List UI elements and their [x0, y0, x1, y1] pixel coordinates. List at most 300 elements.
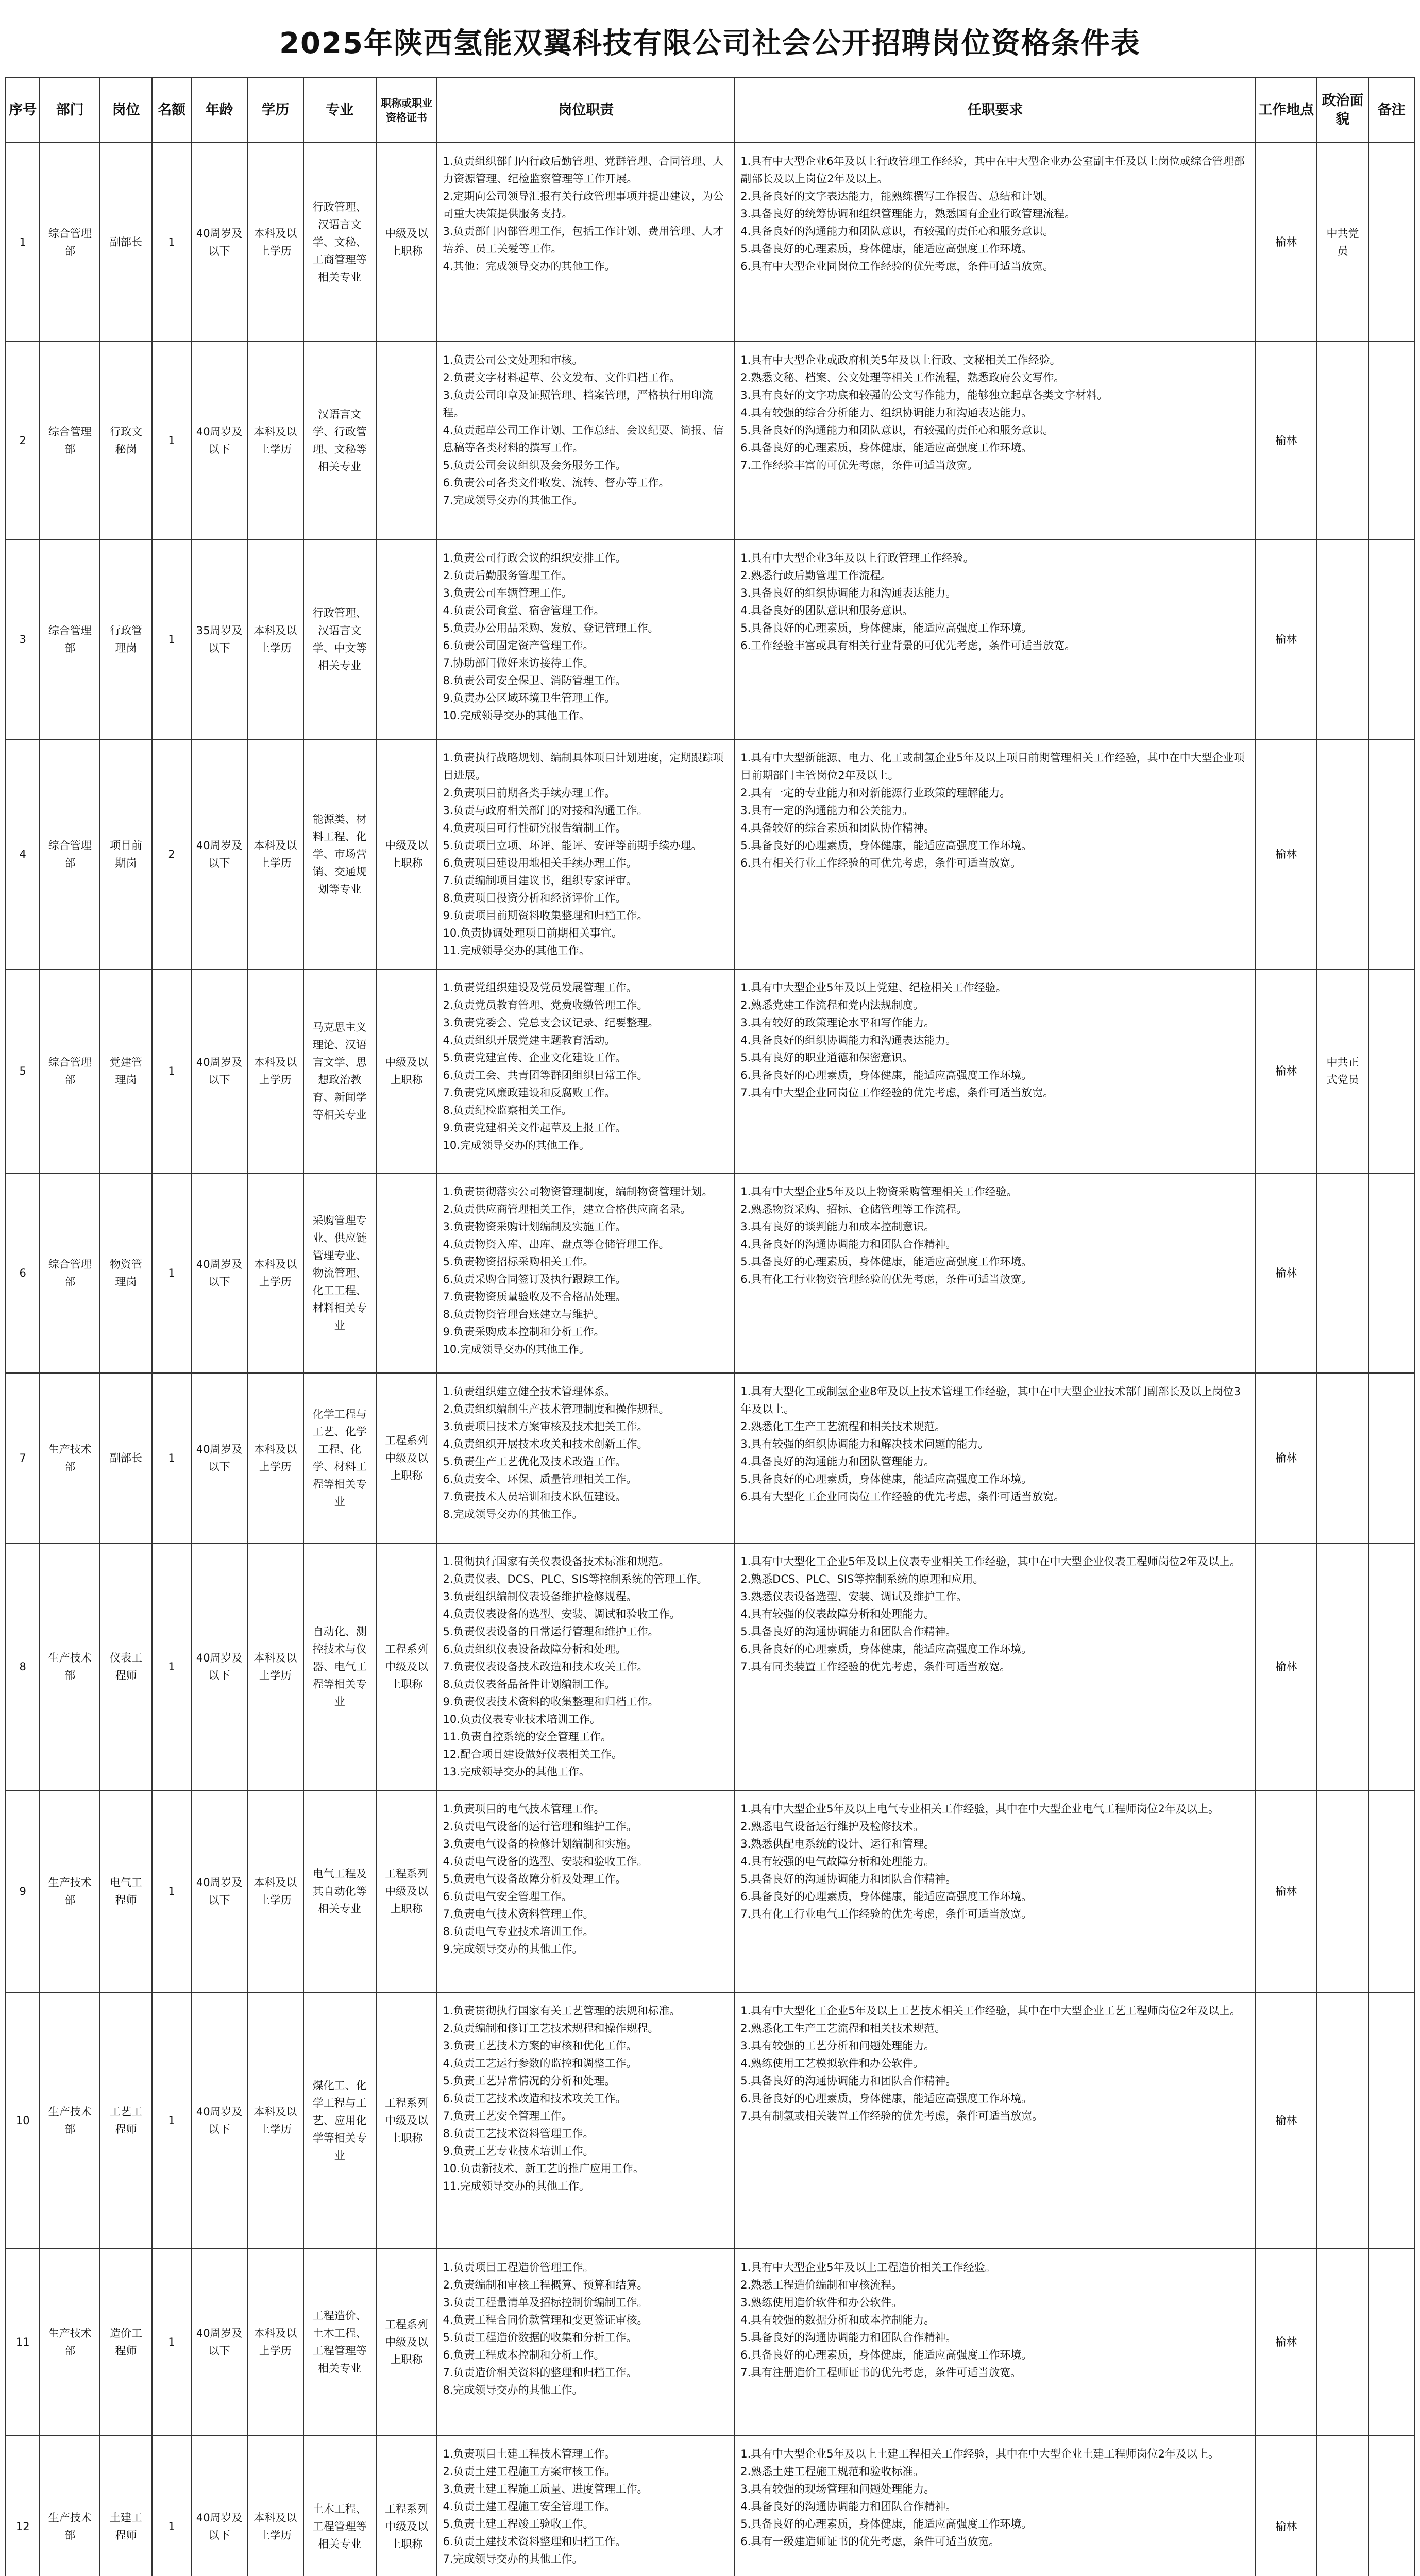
duty-line: 6.负责公司各类文件收发、流转、督办等工作。 — [443, 477, 670, 489]
duty-line: 8.负责仪表备品备件计划编制工作。 — [443, 1678, 616, 1690]
duty-line: 3.负责物资采购计划编制及实施工作。 — [443, 1221, 627, 1233]
cell-edu: 本科及以上学历 — [247, 739, 303, 969]
cell-no: 8 — [6, 1543, 40, 1790]
duty-line: 1.负责执行战略规划、编制具体项目计划进度，定期跟踪项目进展。 — [443, 752, 724, 782]
cell-political — [1317, 2249, 1369, 2435]
duty-line: 3.负责部门内部管理工作，包括工作计划、费用管理、人才培养、员工关爱等工作。 — [443, 225, 724, 255]
duty-line: 1.负责项目土建工程技术管理工作。 — [443, 2448, 616, 2460]
cell-note — [1368, 1992, 1414, 2249]
duty-line: 13.完成领导交办的其他工作。 — [443, 1766, 590, 1778]
requirement-line: 6.具有一级建造师证书的优先考虑，条件可适当放宽。 — [740, 2535, 1000, 2548]
cell-political — [1317, 342, 1369, 539]
requirement-line: 2.熟悉工程造价编制和审核流程。 — [740, 2279, 903, 2291]
requirement-line: 3.具备良好的组织协调能力和沟通表达能力。 — [740, 587, 957, 599]
cell-dept: 综合管理部 — [40, 539, 100, 739]
requirement-line: 3.熟悉仪表设备选型、安装、调试及维护工作。 — [740, 1590, 968, 1603]
page-title: 2025年陕西氢能双翼科技有限公司社会公开招聘岗位资格条件表 — [279, 27, 1141, 60]
duty-line: 9.负责工艺专业技术培训工作。 — [443, 2145, 594, 2157]
table-row — [6, 969, 1414, 1173]
cell-edu: 本科及以上学历 — [247, 1373, 303, 1543]
duty-line: 12.配合项目建设做好仪表相关工作。 — [443, 1748, 622, 1760]
duty-line: 3.负责工程量清单及招标控制价编制工作。 — [443, 2296, 648, 2309]
requirement-line: 1.具有中大型化工企业5年及以上工艺技术相关工作经验，其中在中大型企业工艺工程师岗位2年及以上。 — [740, 2005, 1241, 2017]
cell-dept: 生产技术部 — [40, 2249, 100, 2435]
duty-line: 6.负责项目建设用地相关手续办理工作。 — [443, 857, 637, 869]
duty-line: 8.负责纪检监察相关工作。 — [443, 1104, 572, 1116]
cell-note — [1368, 1173, 1414, 1373]
requirement-line: 1.具有中大型企业5年及以上电气专业相关工作经验，其中在中大型企业电气工程师岗位2年及以上。 — [740, 1803, 1220, 1815]
cell-cert — [376, 1173, 437, 1373]
cell-post: 仪表工程师 — [100, 1543, 152, 1790]
cell-no: 5 — [6, 969, 40, 1173]
cell-major: 土木工程、工程管理等相关专业 — [303, 2435, 376, 2576]
cell-post: 党建管理岗 — [100, 969, 152, 1173]
requirement-line: 5.具备良好的心理素质，身体健康，能适应高强度工作环境。 — [740, 839, 1033, 852]
header-political: 政治面貌 — [1317, 78, 1369, 143]
duty-line: 3.负责项目技术方案审核及技术把关工作。 — [443, 1420, 648, 1433]
cell-note — [1368, 739, 1414, 969]
cell-dept: 综合管理部 — [40, 1173, 100, 1373]
cell-cert: 工程系列中级及以上职称 — [376, 1373, 437, 1543]
cell-cert: 中级及以上职称 — [376, 143, 437, 342]
cell-age: 40周岁及以下 — [191, 1543, 247, 1790]
cell-note — [1368, 2435, 1414, 2576]
cell-requirements — [735, 1992, 1256, 2249]
cell-no: 2 — [6, 342, 40, 539]
requirement-line: 3.具有较强的工艺分析和问题处理能力。 — [740, 2040, 935, 2052]
requirement-line: 7.具有同类装置工作经验的优先考虑，条件可适当放宽。 — [740, 1660, 1011, 1673]
cell-no: 9 — [6, 1790, 40, 1992]
cell-count: 1 — [152, 342, 192, 539]
cell-requirements — [735, 739, 1256, 969]
cell-cert — [376, 539, 437, 739]
cell-count: 1 — [152, 1992, 192, 2249]
duty-line: 4.负责工程合同价款管理和变更签证审核。 — [443, 2314, 648, 2326]
duty-line: 8.负责工艺技术资料管理工作。 — [443, 2127, 594, 2140]
requirement-line: 1.具有中大型企业3年及以上行政管理工作经验。 — [740, 552, 974, 564]
duty-line: 7.负责党风廉政建设和反腐败工作。 — [443, 1087, 616, 1099]
duty-line: 4.其他：完成领导交办的其他工作。 — [443, 260, 616, 273]
duty-line: 2.负责编制和修订工艺技术规程和操作规程。 — [443, 2022, 659, 2035]
cell-political: 中共正式党员 — [1317, 969, 1369, 1173]
cell-dept: 生产技术部 — [40, 2435, 100, 2576]
cell-location: 榆林 — [1256, 2249, 1317, 2435]
cell-political — [1317, 1543, 1369, 1790]
duty-line: 7.协助部门做好来访接待工作。 — [443, 657, 594, 669]
cell-location: 榆林 — [1256, 969, 1317, 1173]
cell-political — [1317, 1790, 1369, 1992]
cell-location: 榆林 — [1256, 1173, 1317, 1373]
cell-location: 榆林 — [1256, 1373, 1317, 1543]
requirement-line: 3.具有良好的谈判能力和成本控制意识。 — [740, 1221, 935, 1233]
cell-age: 40周岁及以下 — [191, 1373, 247, 1543]
cell-major: 工程造价、土木工程、工程管理等相关专业 — [303, 2249, 376, 2435]
cell-political — [1317, 739, 1369, 969]
cell-requirements — [735, 969, 1256, 1173]
duty-line: 1.负责贯彻执行国家有关工艺管理的法规和标准。 — [443, 2005, 681, 2017]
duty-line: 10.负责新技术、新工艺的推广应用工作。 — [443, 2162, 644, 2175]
header-reqs: 任职要求 — [735, 78, 1256, 143]
cell-requirements — [735, 143, 1256, 342]
duty-line: 8.负责项目投资分析和经济评价工作。 — [443, 892, 627, 904]
cell-cert: 中级及以上职称 — [376, 969, 437, 1173]
cell-major: 行政管理、汉语言文学、中文等相关专业 — [303, 539, 376, 739]
requirement-line: 5.具有良好的职业道德和保密意识。 — [740, 1052, 914, 1064]
requirement-line: 3.具有较强的现场管理和问题处理能力。 — [740, 2483, 935, 2495]
table-row — [6, 1992, 1414, 2249]
cell-requirements — [735, 342, 1256, 539]
cell-note — [1368, 969, 1414, 1173]
duty-line: 10.负责协调处理项目前期相关事宜。 — [443, 927, 622, 939]
duty-line: 4.负责物资入库、出库、盘点等仓储管理工作。 — [443, 1238, 670, 1250]
cell-note — [1368, 1373, 1414, 1543]
requirement-line: 2.熟悉物资采购、招标、仓储管理等工作流程。 — [740, 1203, 968, 1215]
cell-age: 40周岁及以下 — [191, 1992, 247, 2249]
requirement-line: 5.具备良好的沟通协调能力和团队合作精神。 — [740, 2075, 957, 2087]
cell-post: 项目前期岗 — [100, 739, 152, 969]
cell-no: 7 — [6, 1373, 40, 1543]
duty-line: 2.负责电气设备的运行管理和维护工作。 — [443, 1820, 637, 1833]
cell-age: 40周岁及以下 — [191, 1790, 247, 1992]
cell-major: 汉语言文学、行政管理、文秘等相关专业 — [303, 342, 376, 539]
requirement-line: 1.具有中大型企业5年及以上物资采购管理相关工作经验。 — [740, 1185, 1018, 1198]
cell-count: 1 — [152, 2435, 192, 2576]
table-row — [6, 1373, 1414, 1543]
cell-post: 行政文秘岗 — [100, 342, 152, 539]
duty-line: 7.负责工艺安全管理工作。 — [443, 2110, 572, 2122]
requirement-line: 6.具备良好的心理素质，身体健康，能适应高强度工作环境。 — [740, 442, 1033, 454]
duty-line: 3.负责公司印章及证照管理、档案管理，严格执行用印流程。 — [443, 389, 713, 419]
header-row — [6, 78, 1414, 143]
duty-line: 4.负责仪表设备的选型、安装、调试和验收工作。 — [443, 1608, 681, 1620]
requirement-line: 2.具有一定的专业能力和对新能源行业政策的理解能力。 — [740, 787, 1011, 799]
requirement-line: 3.熟悉供配电系统的设计、运行和管理。 — [740, 1838, 935, 1850]
cell-age: 40周岁及以下 — [191, 2249, 247, 2435]
duty-line: 3.负责公司车辆管理工作。 — [443, 587, 572, 599]
duty-line: 2.负责供应商管理相关工作，建立合格供应商名录。 — [443, 1203, 691, 1215]
cell-cert: 工程系列中级及以上职称 — [376, 1790, 437, 1992]
duty-line: 7.负责仪表设备技术改造和技术攻关工作。 — [443, 1660, 648, 1673]
cell-no: 12 — [6, 2435, 40, 2576]
duty-line: 3.负责电气设备的检修计划编制和实施。 — [443, 1838, 637, 1850]
duty-line: 6.负责公司固定资产管理工作。 — [443, 639, 594, 652]
cell-requirements — [735, 1543, 1256, 1790]
requirement-line: 6.具有大型化工企业同岗位工作经验的优先考虑，条件可适当放宽。 — [740, 1490, 1065, 1503]
cell-dept: 生产技术部 — [40, 1543, 100, 1790]
duty-line: 2.负责编制和审核工程概算、预算和结算。 — [443, 2279, 648, 2291]
duty-line: 10.完成领导交办的其他工作。 — [443, 1139, 590, 1151]
duty-line: 11.完成领导交办的其他工作。 — [443, 2180, 590, 2192]
cell-requirements — [735, 1173, 1256, 1373]
requirement-line: 2.熟悉化工生产工艺流程和相关技术规范。 — [740, 1420, 946, 1433]
cell-count: 1 — [152, 1790, 192, 1992]
cell-requirements — [735, 2249, 1256, 2435]
requirement-line: 3.具有一定的沟通能力和公关能力。 — [740, 804, 914, 817]
duty-line: 6.负责安全、环保、质量管理相关工作。 — [443, 1473, 637, 1485]
duty-line: 2.负责土建工程施工方案审核工作。 — [443, 2465, 616, 2478]
duty-line: 1.负责组织部门内行政后勤管理、党群管理、合同管理、人力资源管理、纪检监察管理等工作开展。 — [443, 155, 724, 185]
duty-line: 4.负责组织开展党建主题教育活动。 — [443, 1034, 616, 1046]
header-dept: 部门 — [40, 78, 100, 143]
cell-dept: 生产技术部 — [40, 1790, 100, 1992]
cell-major: 行政管理、汉语言文学、文秘、工商管理等相关专业 — [303, 143, 376, 342]
requirement-line: 1.具有中大型化工企业5年及以上仪表专业相关工作经验，其中在中大型企业仪表工程师岗位2年及以上。 — [740, 1555, 1241, 1568]
duty-line: 1.负责公司公文处理和审核。 — [443, 354, 583, 366]
requirement-line: 4.具有较强的数据分析和成本控制能力。 — [740, 2314, 935, 2326]
duty-line: 4.负责起草公司工作计划、工作总结、会议纪要、简报、信息稿等各类材料的撰写工作。 — [443, 424, 724, 454]
duty-line: 9.负责仪表技术资料的收集整理和归档工作。 — [443, 1696, 659, 1708]
cell-count: 1 — [152, 1373, 192, 1543]
requirement-line: 7.工作经验丰富的可优先考虑，条件可适当放宽。 — [740, 459, 978, 471]
table-row — [6, 2435, 1414, 2576]
cell-post: 副部长 — [100, 143, 152, 342]
requirement-line: 6.具备良好的心理素质，身体健康，能适应高强度工作环境。 — [740, 2349, 1033, 2361]
requirement-line: 5.具备良好的心理素质，身体健康，能适应高强度工作环境。 — [740, 2518, 1033, 2530]
duty-line: 4.负责公司食堂、宿舍管理工作。 — [443, 604, 605, 617]
requirement-line: 1.具有中大型新能源、电力、化工或制氢企业5年及以上项目前期管理相关工作经验，其中在中大型企业项目前期部门主管岗位2年及以上。 — [740, 752, 1245, 782]
duty-line: 2.定期向公司领导汇报有关行政管理事项并提出建议，为公司重大决策提供服务支持。 — [443, 190, 724, 220]
cell-major: 采购管理专业、供应链管理专业、物流管理、化工工程、材料相关专业 — [303, 1173, 376, 1373]
cell-duties — [437, 2249, 735, 2435]
cell-post: 行政管理岗 — [100, 539, 152, 739]
requirement-line: 4.具备良好的团队意识和服务意识。 — [740, 604, 914, 617]
cell-duties — [437, 1992, 735, 2249]
cell-major: 化学工程与工艺、化学工程、化学、材料工程等相关专业 — [303, 1373, 376, 1543]
cell-cert: 中级及以上职称 — [376, 739, 437, 969]
cell-duties — [437, 143, 735, 342]
duty-line: 1.负责党组织建设及党员发展管理工作。 — [443, 981, 637, 994]
requirement-line: 6.具备良好的心理素质，身体健康，能适应高强度工作环境。 — [740, 1643, 1033, 1655]
duty-line: 9.负责党建相关文件起草及上报工作。 — [443, 1122, 627, 1134]
duty-line: 5.负责工程造价数据的收集和分析工作。 — [443, 2331, 637, 2344]
cell-edu: 本科及以上学历 — [247, 1992, 303, 2249]
duty-line: 7.完成领导交办的其他工作。 — [443, 494, 583, 506]
duty-line: 10.完成领导交办的其他工作。 — [443, 1343, 590, 1355]
duty-line: 8.负责物资管理台账建立与维护。 — [443, 1308, 605, 1320]
cell-edu: 本科及以上学历 — [247, 342, 303, 539]
requirement-line: 2.熟悉党建工作流程和党内法规制度。 — [740, 999, 924, 1011]
cell-location: 榆林 — [1256, 739, 1317, 969]
cell-duties — [437, 2435, 735, 2576]
requirement-line: 4.具备良好的沟通协调能力和团队合作精神。 — [740, 2500, 957, 2513]
table-row — [6, 2249, 1414, 2435]
cell-requirements — [735, 1790, 1256, 1992]
requirement-line: 7.具有制氢或相关装置工作经验的优先考虑，条件可适当放宽。 — [740, 2110, 1043, 2122]
requirement-line: 5.具备良好的心理素质，身体健康，能适应高强度工作环境。 — [740, 622, 1033, 634]
cell-count: 1 — [152, 2249, 192, 2435]
cell-edu: 本科及以上学历 — [247, 1173, 303, 1373]
duty-line: 6.负责采购合同签订及执行跟踪工作。 — [443, 1273, 627, 1285]
cell-requirements — [735, 2435, 1256, 2576]
requirement-line: 5.具备良好的沟通协调能力和团队合作精神。 — [740, 1873, 957, 1885]
cell-duties — [437, 739, 735, 969]
duty-line: 5.负责办公用品采购、发放、登记管理工作。 — [443, 622, 659, 634]
duty-line: 1.负责组织建立健全技术管理体系。 — [443, 1385, 616, 1398]
requirement-line: 5.具备良好的沟通协调能力和团队合作精神。 — [740, 1625, 957, 1638]
cell-post: 副部长 — [100, 1373, 152, 1543]
duty-line: 8.完成领导交办的其他工作。 — [443, 2384, 583, 2396]
cell-political — [1317, 1992, 1369, 2249]
cell-location: 榆林 — [1256, 2435, 1317, 2576]
cell-major: 马克思主义理论、汉语言文学、思想政治教育、新闻学等相关专业 — [303, 969, 376, 1173]
cell-location: 榆林 — [1256, 1790, 1317, 1992]
cell-post: 土建工程师 — [100, 2435, 152, 2576]
requirement-line: 4.具备较好的综合素质和团队协作精神。 — [740, 822, 935, 834]
duty-line: 5.负责项目立项、环评、能评、安评等前期手续办理。 — [443, 839, 702, 852]
cell-requirements — [735, 539, 1256, 739]
cell-edu: 本科及以上学历 — [247, 969, 303, 1173]
table-row — [6, 1790, 1414, 1992]
requirement-line: 3.具备良好的统筹协调和组织管理能力，熟悉国有企业行政管理流程。 — [740, 208, 1076, 220]
duty-line: 1.负责公司行政会议的组织安排工作。 — [443, 552, 627, 564]
duty-line: 5.负责土建工程竣工验收工作。 — [443, 2518, 594, 2530]
cell-note — [1368, 1543, 1414, 1790]
cell-duties — [437, 539, 735, 739]
cell-post: 工艺工程师 — [100, 1992, 152, 2249]
duty-line: 10.完成领导交办的其他工作。 — [443, 709, 590, 722]
header-duties: 岗位职责 — [437, 78, 735, 143]
requirement-line: 6.具有相关行业工作经验的可优先考虑，条件可适当放宽。 — [740, 857, 1022, 869]
duty-line: 4.负责组织开展技术攻关和技术创新工作。 — [443, 1438, 648, 1450]
duty-line: 7.负责造价相关资料的整理和归档工作。 — [443, 2366, 637, 2379]
requirement-line: 4.具备良好的沟通协调能力和团队合作精神。 — [740, 1238, 957, 1250]
requirement-line: 1.具有中大型企业5年及以上工程造价相关工作经验。 — [740, 2261, 996, 2274]
cell-major: 煤化工、化学工程与工艺、应用化学等相关专业 — [303, 1992, 376, 2249]
duty-line: 11.完成领导交办的其他工作。 — [443, 944, 590, 957]
cell-age: 40周岁及以下 — [191, 969, 247, 1173]
requirement-line: 2.熟悉行政后勤管理工作流程。 — [740, 569, 892, 582]
cell-dept: 综合管理部 — [40, 969, 100, 1173]
cell-age: 40周岁及以下 — [191, 143, 247, 342]
cell-count: 1 — [152, 539, 192, 739]
duty-line: 1.负责贯彻落实公司物资管理制度，编制物资管理计划。 — [443, 1185, 713, 1198]
cell-note — [1368, 342, 1414, 539]
requirement-line: 3.熟练使用造价软件和办公软件。 — [740, 2296, 903, 2309]
requirement-line: 5.具备良好的沟通能力和团队意识，有较强的责任心和服务意识。 — [740, 424, 1054, 436]
requirement-line: 4.具备良好的沟通能力和团队意识，有较强的责任心和服务意识。 — [740, 225, 1054, 238]
cell-edu: 本科及以上学历 — [247, 143, 303, 342]
header-post: 岗位 — [100, 78, 152, 143]
cell-major: 自动化、测控技术与仪器、电气工程等相关专业 — [303, 1543, 376, 1790]
cell-count: 1 — [152, 143, 192, 342]
requirement-line: 6.具备良好的心理素质，身体健康，能适应高强度工作环境。 — [740, 1890, 1033, 1903]
cell-location: 榆林 — [1256, 143, 1317, 342]
cell-dept: 生产技术部 — [40, 1373, 100, 1543]
requirement-line: 2.熟悉化工生产工艺流程和相关技术规范。 — [740, 2022, 946, 2035]
cell-no: 6 — [6, 1173, 40, 1373]
cell-duties — [437, 1543, 735, 1790]
requirement-line: 7.具有注册造价工程师证书的优先考虑，条件可适当放宽。 — [740, 2366, 1022, 2379]
requirement-line: 2.熟悉电气设备运行维护及检修技术。 — [740, 1820, 924, 1833]
cell-note — [1368, 2249, 1414, 2435]
duty-line: 2.负责党员教育管理、党费收缴管理工作。 — [443, 999, 648, 1011]
duty-line: 5.负责物资招标采购相关工作。 — [443, 1256, 594, 1268]
duty-line: 6.负责工程成本控制和分析工作。 — [443, 2349, 605, 2361]
header-location: 工作地点 — [1256, 78, 1317, 143]
requirement-line: 4.具有较强的仪表故障分析和处理能力。 — [740, 1608, 935, 1620]
requirement-line: 5.具备良好的心理素质，身体健康，能适应高强度工作环境。 — [740, 243, 1033, 255]
requirements-table — [5, 77, 1415, 2576]
duty-line: 9.完成领导交办的其他工作。 — [443, 1943, 583, 1955]
table-row — [6, 342, 1414, 539]
duty-line: 4.负责土建工程施工安全管理工作。 — [443, 2500, 616, 2513]
cell-no: 4 — [6, 739, 40, 969]
cell-no: 10 — [6, 1992, 40, 2249]
cell-political — [1317, 2435, 1369, 2576]
cell-requirements — [735, 1373, 1256, 1543]
requirement-line: 7.具有中大型企业同岗位工作经验的优先考虑，条件可适当放宽。 — [740, 1087, 1054, 1099]
cell-no: 3 — [6, 539, 40, 739]
duty-line: 6.负责工艺技术改造和技术攻关工作。 — [443, 2092, 627, 2105]
cell-age: 35周岁及以下 — [191, 539, 247, 739]
cell-no: 11 — [6, 2249, 40, 2435]
table-row — [6, 1543, 1414, 1790]
requirement-line: 6.工作经验丰富或具有相关行业背景的可优先考虑，条件可适当放宽。 — [740, 639, 1076, 652]
duty-line: 9.负责采购成本控制和分析工作。 — [443, 1326, 605, 1338]
duty-line: 6.负责工会、共青团等群团组织日常工作。 — [443, 1069, 648, 1081]
duty-line: 5.负责工艺异常情况的分析和处理。 — [443, 2075, 616, 2087]
duty-line: 3.负责党委会、党总支会议记录、纪要整理。 — [443, 1016, 659, 1029]
duty-line: 3.负责土建工程施工质量、进度管理工作。 — [443, 2483, 648, 2495]
duty-line: 7.负责技术人员培训和技术队伍建设。 — [443, 1490, 627, 1503]
duty-line: 10.负责仪表专业技术培训工作。 — [443, 1713, 601, 1725]
cell-dept: 综合管理部 — [40, 342, 100, 539]
cell-post: 物资管理岗 — [100, 1173, 152, 1373]
cell-note — [1368, 539, 1414, 739]
table-row — [6, 1173, 1414, 1373]
duty-line: 5.负责公司会议组织及会务服务工作。 — [443, 459, 627, 471]
cell-cert: 工程系列中级及以上职称 — [376, 1992, 437, 2249]
cell-location: 榆林 — [1256, 539, 1317, 739]
duty-line: 1.负责项目工程造价管理工作。 — [443, 2261, 594, 2274]
cell-count: 1 — [152, 1173, 192, 1373]
cell-cert: 工程系列中级及以上职称 — [376, 2435, 437, 2576]
duty-line: 3.负责工艺技术方案的审核和优化工作。 — [443, 2040, 637, 2052]
duty-line: 7.负责物资质量验收及不合格品处理。 — [443, 1291, 627, 1303]
requirement-line: 1.具有中大型企业或政府机关5年及以上行政、文秘相关工作经验。 — [740, 354, 1061, 366]
requirement-line: 2.具备良好的文字表达能力，能熟练撰写工作报告、总结和计划。 — [740, 190, 1054, 202]
cell-duties — [437, 342, 735, 539]
cell-dept: 综合管理部 — [40, 739, 100, 969]
header-age: 年龄 — [191, 78, 247, 143]
duty-line: 2.负责文字材料起草、公文发布、文件归档工作。 — [443, 371, 681, 384]
requirement-line: 6.具备良好的心理素质，身体健康，能适应高强度工作环境。 — [740, 1069, 1033, 1081]
duty-line: 1.负责项目的电气技术管理工作。 — [443, 1803, 605, 1815]
duty-line: 5.负责党建宣传、企业文化建设工作。 — [443, 1052, 627, 1064]
requirement-line: 2.熟悉土建工程施工规范和验收标准。 — [740, 2465, 924, 2478]
requirement-line: 4.具备良好的沟通能力和团队管理能力。 — [740, 1455, 935, 1468]
duty-line: 7.负责电气技术资料管理工作。 — [443, 1908, 594, 1920]
header-cert: 职称或职业资格证书 — [376, 78, 437, 143]
requirement-line: 3.具有较强的组织协调能力和解决技术问题的能力。 — [740, 1438, 989, 1450]
duty-line: 9.负责项目前期资料收集整理和归档工作。 — [443, 909, 648, 922]
duty-line: 3.负责与政府相关部门的对接和沟通工作。 — [443, 804, 648, 817]
cell-count: 2 — [152, 739, 192, 969]
requirement-line: 1.具有中大型企业5年及以上土建工程相关工作经验，其中在中大型企业土建工程师岗位2年及以上。 — [740, 2448, 1220, 2460]
duty-line: 2.负责仪表、DCS、PLC、SIS等控制系统的管理工作。 — [443, 1573, 708, 1585]
cell-age: 40周岁及以下 — [191, 2435, 247, 2576]
cell-count: 1 — [152, 969, 192, 1173]
duty-line: 5.负责生产工艺优化及技术改造工作。 — [443, 1455, 627, 1468]
duty-line: 6.负责土建技术资料整理和归档工作。 — [443, 2535, 627, 2548]
requirement-line: 2.熟悉DCS、PLC、SIS等控制系统的原理和应用。 — [740, 1573, 984, 1585]
duty-line: 6.负责电气安全管理工作。 — [443, 1890, 572, 1903]
requirement-line: 5.具备良好的心理素质，身体健康，能适应高强度工作环境。 — [740, 1256, 1033, 1268]
requirement-line: 1.具有大型化工或制氢企业8年及以上技术管理工作经验，其中在中大型企业技术部门副部长及以上岗位3年及以上。 — [740, 1385, 1241, 1415]
cell-major: 能源类、材料工程、化学、市场营销、交通规划等专业 — [303, 739, 376, 969]
requirement-line: 1.具有中大型企业6年及以上行政管理工作经验，其中在中大型企业办公室副主任及以上岗位或综合管理部副部长及以上岗位2年及以上。 — [740, 155, 1245, 185]
cell-count: 1 — [152, 1543, 192, 1790]
